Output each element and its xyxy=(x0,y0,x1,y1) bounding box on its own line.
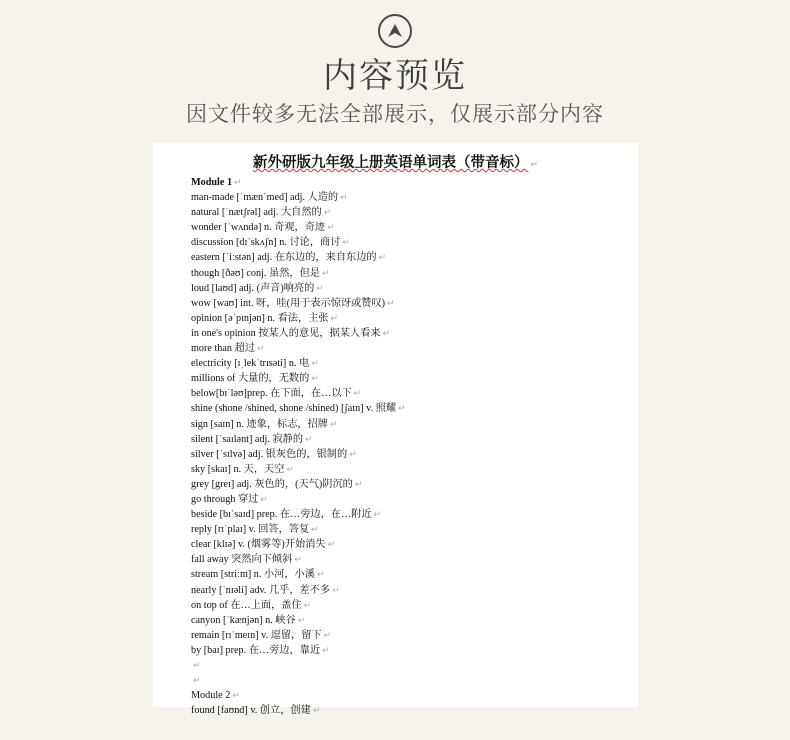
paragraph-mark-icon: ↵ xyxy=(323,207,332,218)
word-list-line xyxy=(191,326,631,341)
paragraph-mark-icon: ↵ xyxy=(327,222,335,233)
paragraph-mark-icon: ↵ xyxy=(342,237,350,248)
word-list-line xyxy=(191,386,631,401)
paragraph-mark-icon: ↵ xyxy=(316,569,325,580)
word-list-line-text: silver [ˈsɪlvə] adj. 银灰色的，银制的 xyxy=(191,448,348,460)
word-list-line-text: discussion [dɪˈskʌʃn] n. 讨论，商讨 xyxy=(191,237,341,249)
word-list-line-text: sky [skaɪ] n. 天，天空 xyxy=(191,463,285,475)
paragraph-mark-icon: ↵ xyxy=(256,343,265,354)
word-list-line-text: natural [ˈnætʃrəl] adj. 大自然的 xyxy=(191,207,322,219)
word-list-line xyxy=(191,281,631,296)
paragraph-mark-icon: ↵ xyxy=(332,584,340,595)
paragraph-mark-icon: ↵ xyxy=(311,358,319,369)
word-list-line xyxy=(191,673,631,688)
word-list xyxy=(191,175,631,718)
word-list-line-text: Module 2 xyxy=(191,690,231,702)
word-list-line xyxy=(191,432,631,447)
paragraph-mark-icon: ↵ xyxy=(327,539,336,550)
paragraph-mark-icon: ↵ xyxy=(311,373,319,384)
word-list-line xyxy=(191,598,631,613)
word-list-line xyxy=(191,190,631,205)
word-list-line xyxy=(191,537,631,552)
word-list-line xyxy=(191,552,631,567)
word-list-line-text: nearly [ˈnɪəli] adv. 几乎，差不多 xyxy=(191,584,331,596)
paragraph-mark-icon: ↵ xyxy=(303,599,312,610)
paragraph-mark-icon: ↵ xyxy=(322,644,330,655)
paragraph-mark-icon: ↵ xyxy=(323,629,332,640)
word-list-line xyxy=(191,341,631,356)
word-list-line-text: in one's opinion 按某人的意见，据某人看来 xyxy=(191,327,381,339)
word-list-line-text: shine (shone /shined, shone /shined) [ʃaɪn] v. 照耀 xyxy=(191,403,397,415)
word-list-line xyxy=(191,235,631,250)
paragraph-mark-icon: ↵ xyxy=(354,478,363,489)
paragraph-mark-icon: ↵ xyxy=(311,524,319,535)
paragraph-mark-icon: ↵ xyxy=(316,282,324,293)
paragraph-mark-icon: ↵ xyxy=(382,327,390,338)
word-list-line-text: sign [saɪn] n. 迹象，标志，招牌 xyxy=(191,418,328,430)
word-list-line xyxy=(191,266,631,281)
word-list-line xyxy=(191,371,631,386)
word-list-line-text: grey [greɪ] adj. 灰色的，(天气)阴沉的 xyxy=(191,478,353,490)
word-list-line-text: fall away 突然向下倾斜 xyxy=(191,554,293,566)
word-list-line xyxy=(191,175,631,190)
word-list-line-text: stream [striːm] n. 小河，小溪 xyxy=(191,569,315,581)
word-list-line xyxy=(191,401,631,416)
word-list-line xyxy=(191,250,631,265)
word-list-line xyxy=(191,462,631,477)
word-list-line-text: remain [rɪˈmeɪn] v. 逗留，留下 xyxy=(191,629,322,641)
document-page xyxy=(153,143,638,717)
paragraph-mark-icon: ↵ xyxy=(286,463,294,474)
word-list-line xyxy=(191,220,631,235)
word-list-line-text: beside [bɪˈsaɪd] prep. 在…旁边，在…附近 xyxy=(191,509,372,521)
document-title-text: 新外研版九年级上册英语单词表（带音标） xyxy=(252,155,529,171)
preview-header xyxy=(0,0,790,140)
word-list-line-text: by [baɪ] prep. 在…旁边，靠近 xyxy=(191,644,321,656)
paragraph-mark-icon: ↵ xyxy=(305,433,313,444)
word-list-line xyxy=(191,417,631,432)
word-list-line-text: electricity [ɪˌlekˈtrɪsəti] n. 电 xyxy=(191,358,310,370)
word-list-line-text: loud [laʊd] adj. (声音)响亮的 xyxy=(191,282,315,294)
paragraph-mark-icon: ↵ xyxy=(232,690,240,701)
word-list-line-text: below[bɪˈləʊ]prep. 在下面，在…以下 xyxy=(191,388,352,400)
word-list-line-text: eastern [ˈiːstən] adj. 在东边的，来自东边的 xyxy=(191,252,377,264)
paragraph-mark-icon: ↵ xyxy=(234,177,242,187)
word-list-line-text: Module 1 xyxy=(191,177,233,188)
paragraph-mark-icon: ↵ xyxy=(349,448,357,459)
paragraph-mark-icon: ↵ xyxy=(193,675,201,686)
paragraph-mark-icon: ↵ xyxy=(260,493,268,504)
word-list-line xyxy=(191,205,631,220)
word-list-line-text: millions of 大量的，无数的 xyxy=(191,373,310,385)
word-list-line xyxy=(191,477,631,492)
word-list-line-text: clear [klɪə] v. (烟雾等)开始消失 xyxy=(191,539,326,551)
word-list-line xyxy=(191,311,631,326)
paragraph-mark-icon: ↵ xyxy=(321,267,330,278)
paragraph-mark-icon: ↵ xyxy=(387,297,395,308)
word-list-line-text: reply [rɪˈplaɪ] v. 回答，答复 xyxy=(191,524,310,536)
paragraph-mark-icon: ↵ xyxy=(353,388,362,399)
word-list-line-text: wow [waʊ] int. 呀，哇(用于表示惊讶或赞叹) xyxy=(191,297,386,309)
word-list-line-text: wonder [ˈwʌndə] n. 奇观，奇迹 xyxy=(191,222,326,234)
word-list-line xyxy=(191,703,631,718)
word-list-line-text: canyon [ˈkænjən] n. 峡谷 xyxy=(191,614,296,626)
word-list-line xyxy=(191,492,631,507)
paragraph-mark-icon: ↵ xyxy=(340,192,348,203)
paragraph-mark-icon: ↵ xyxy=(329,418,338,429)
word-list-line xyxy=(191,613,631,628)
paragraph-mark-icon: ↵ xyxy=(530,159,539,169)
document-title xyxy=(153,151,638,172)
paragraph-mark-icon: ↵ xyxy=(193,660,201,670)
word-list-line-text: silent [ˈsaɪlənt] adj. 寂静的 xyxy=(191,433,304,445)
paragraph-mark-icon: ↵ xyxy=(312,705,321,716)
word-list-line xyxy=(191,356,631,371)
word-list-line-text: though [ðəʊ] conj. 虽然，但是 xyxy=(191,267,320,279)
paragraph-mark-icon: ↵ xyxy=(373,509,382,520)
word-list-line xyxy=(191,567,631,582)
page-title: 内容预览 xyxy=(323,56,467,96)
paragraph-mark-icon: ↵ xyxy=(330,312,339,323)
word-list-line xyxy=(191,522,631,537)
word-list-line-text: more than 超过 xyxy=(191,343,255,355)
paragraph-mark-icon: ↵ xyxy=(398,403,406,414)
word-list-line-text: opinion [əˈpɪnjən] n. 看法，主张 xyxy=(191,312,329,324)
word-list-line xyxy=(191,296,631,311)
paragraph-mark-icon: ↵ xyxy=(294,554,302,565)
up-arrow-icon xyxy=(378,14,412,48)
word-list-line-text: found [faʊnd] v. 创立，创建 xyxy=(191,705,311,717)
paragraph-mark-icon: ↵ xyxy=(378,252,387,263)
word-list-line xyxy=(191,688,631,703)
word-list-line xyxy=(191,447,631,462)
word-list-line-text: man-made [ˈmænˈmed] adj. 人造的 xyxy=(191,192,339,204)
page-subtitle: 因文件较多无法全部展示，仅展示部分内容 xyxy=(186,102,604,126)
paragraph-mark-icon: ↵ xyxy=(297,614,306,625)
word-list-line xyxy=(191,628,631,643)
word-list-line xyxy=(191,507,631,522)
word-list-line-text: go through 穿过 xyxy=(191,493,259,505)
word-list-line-text: on top of 在…上面，盖住 xyxy=(191,599,302,611)
word-list-line xyxy=(191,658,631,673)
word-list-line xyxy=(191,643,631,658)
word-list-line xyxy=(191,583,631,598)
